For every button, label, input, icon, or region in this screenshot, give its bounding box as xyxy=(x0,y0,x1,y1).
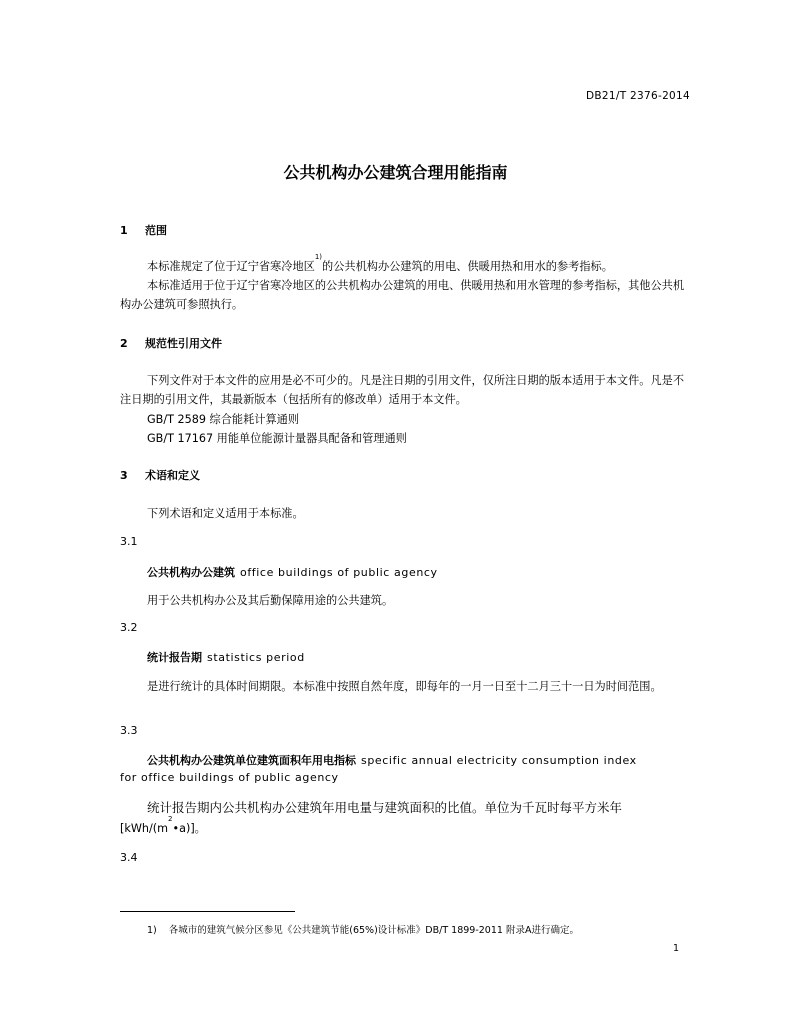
term-name-en: office buildings of public agency xyxy=(240,566,438,579)
section-1-heading xyxy=(120,222,167,238)
term-definition-unit xyxy=(120,815,206,838)
section-title: 规范性引用文件 xyxy=(145,337,222,350)
term-definition: 统计报告期内公共机构办公建筑年用电量与建筑面积的比值。单位为千瓦时每平方米年 xyxy=(147,800,623,815)
footnote-reference: 1) xyxy=(314,253,323,261)
term-name-en-continued xyxy=(120,771,339,784)
section-number: 3 xyxy=(120,469,128,482)
term-definition: 是进行统计的具体时间期限。本标准中按照自然年度，即每年的一月一日至十二月三十一日为时间范围。 xyxy=(147,680,662,693)
section-number: 1 xyxy=(120,224,128,237)
unit-text: [kWh/(m xyxy=(120,822,169,835)
reference-item: GB/T 2589 综合能耗计算通则 xyxy=(147,413,300,426)
term-name-en: specific annual electricity consumption index xyxy=(361,754,637,767)
footnote-marker: 1) xyxy=(147,925,157,936)
footnote xyxy=(147,922,579,936)
term-number: 3.2 xyxy=(120,621,138,634)
section-number: 2 xyxy=(120,337,128,350)
term-name-cn: 统计报告期 xyxy=(147,651,202,664)
term-number: 3.4 xyxy=(120,851,138,864)
section-title: 范围 xyxy=(145,224,167,237)
document-title: 公共机构办公建筑合理用能指南 xyxy=(283,163,508,182)
term-number: 3.1 xyxy=(120,535,138,548)
footnote-text: 各城市的建筑气候分区参见《公共建筑节能(65%)设计标准》DB/T 1899-2011 附录A进行确定。 xyxy=(168,925,579,936)
term-number: 3.3 xyxy=(120,724,138,737)
term-name-en: statistics period xyxy=(207,651,305,664)
term-name-en: for office buildings of public agency xyxy=(120,771,339,784)
section-2-paragraph: 下列文件对于本文件的应用是必不可少的。凡是注日期的引用文件，仅所注日期的版本适用于本文件。凡是不注日期的引用文件，其最新版本（包括所有的修改单）适用于本文件。 xyxy=(120,374,685,406)
section-3-paragraph: 下列术语和定义适用于本标准。 xyxy=(147,507,304,520)
section-1-paragraph-2: 本标准适用于位于辽宁省寒冷地区的公共机构办公建筑的用电、供暖用热和用水管理的参考指标，其他公共机构办公建筑可参照执行。 xyxy=(120,279,685,311)
section-3-heading xyxy=(120,467,200,483)
paragraph-text: 本标准规定了位于辽宁省寒冷地区 xyxy=(147,260,315,273)
standard-number: DB21/T 2376-2014 xyxy=(586,90,690,102)
section-title: 术语和定义 xyxy=(145,469,200,482)
page-number: 1 xyxy=(672,943,679,954)
term-definition: 用于公共机构办公及其后勤保障用途的公共建筑。 xyxy=(147,594,394,607)
section-1-paragraph-1 xyxy=(147,253,613,276)
unit-text: •a)]。 xyxy=(172,822,206,835)
reference-item: GB/T 17167 用能单位能源计量器具配备和管理通则 xyxy=(147,432,407,445)
term-name xyxy=(147,752,637,768)
term-name-cn: 公共机构办公建筑单位建筑面积年用电指标 xyxy=(147,754,356,767)
unit-superscript: 2 xyxy=(168,815,173,823)
section-2-heading xyxy=(120,335,222,351)
term-name xyxy=(147,564,438,580)
paragraph-text: 的公共机构办公建筑的用电、供暖用热和用水的参考指标。 xyxy=(322,260,613,273)
term-name-cn: 公共机构办公建筑 xyxy=(147,566,235,579)
term-name xyxy=(147,649,305,665)
footnote-divider xyxy=(120,911,295,912)
